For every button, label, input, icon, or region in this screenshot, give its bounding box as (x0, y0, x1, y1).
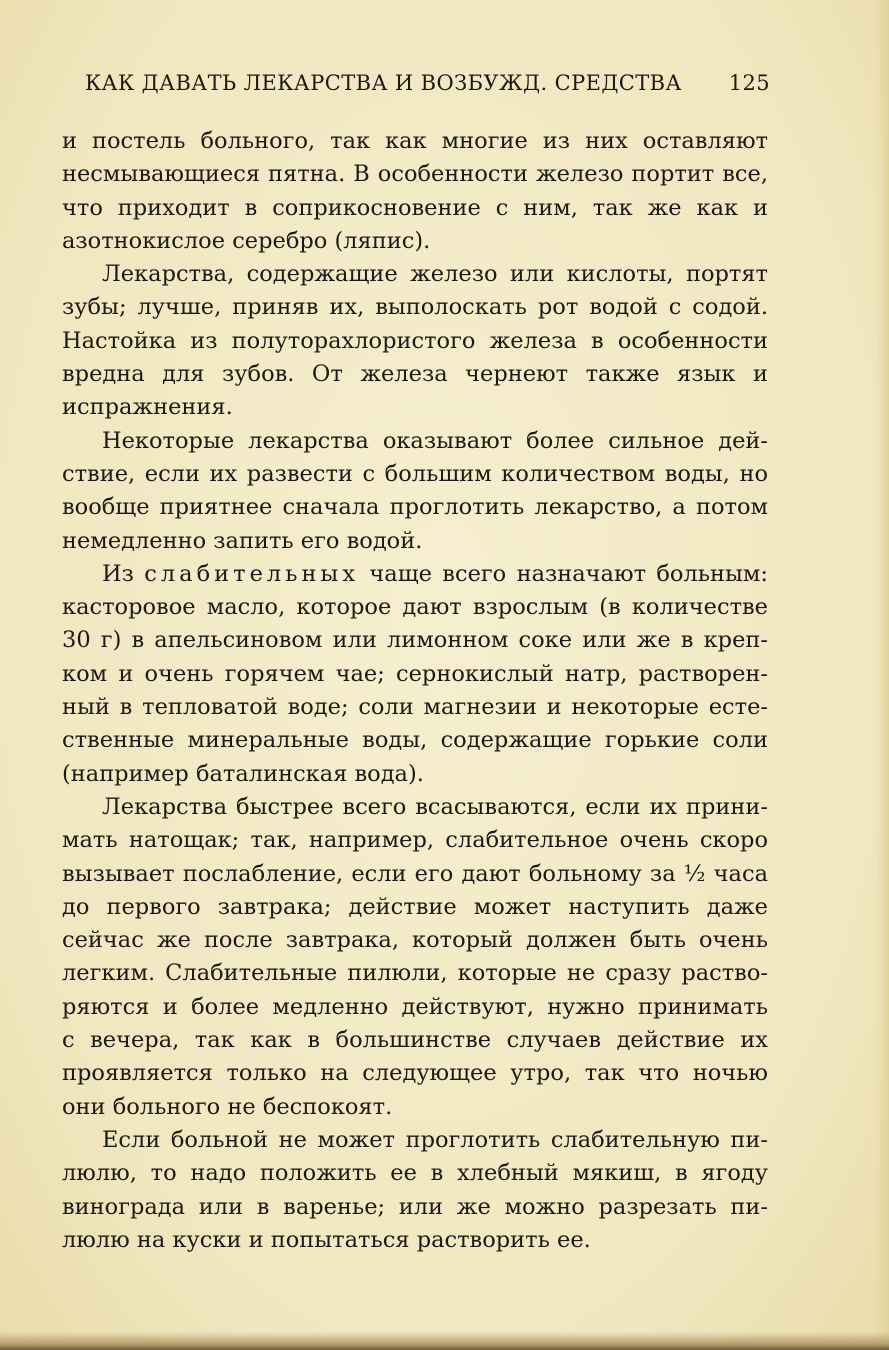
text-line: немедленно запить его водой. (62, 527, 423, 554)
text-line: Лекарства, содержащие железо или кислоты, портят (102, 261, 768, 288)
text-line: вообще приятнее сначала проглотить лекарство, а потом (62, 494, 768, 521)
line-prefix: Из (102, 560, 134, 587)
text-line: Настойка из полуторахлористого железа в особенности (62, 327, 768, 354)
text-line: испражнения. (62, 394, 233, 421)
text-line: ком и очень горячем чае; сернокислый натр, растворен- (62, 660, 768, 687)
page-number: 125 (728, 71, 770, 95)
text-line: ряются и более медленно действуют, нужно принимать (62, 993, 768, 1020)
text-line: ный в тепловатой воде; соли магнезии и некоторые есте- (62, 694, 768, 721)
paragraph-1 (62, 125, 768, 258)
paragraph-6 (62, 1124, 768, 1257)
paragraph-3 (62, 425, 768, 558)
text-line: касторовое масло, которое дают взрослым (в количестве (62, 594, 768, 621)
text-line: ствие, если их развести с большим количеством воды, но (62, 460, 768, 487)
text-line: что приходит в соприкосновение с ним, так же как и (62, 194, 768, 221)
text-line: они больного не беспокоят. (62, 1093, 393, 1120)
text-line: мать натощак; так, например, слабительное очень скоро (62, 827, 768, 854)
text-line: люлю, то надо положить ее в хлебный мякиш, в ягоду (62, 1160, 768, 1187)
text-line: ственные минеральные воды, содержащие горькие соли (62, 727, 768, 754)
text-line: до первого завтрака; действие может наступить даже (62, 893, 768, 920)
body-text (62, 125, 768, 1257)
text-line: вызывает послабление, если его дают больному за ½ часа (62, 860, 768, 887)
text-line: Лекарства быстрее всего всасываются, если их прини- (102, 793, 768, 820)
text-line: люлю на куски и попытаться растворить ее. (62, 1226, 591, 1253)
paragraph-4 (62, 558, 768, 791)
text-line: и постель больного, так как многие из них оставляют (62, 128, 768, 154)
text-line: винограда или в варенье; или же можно разрезать пи- (62, 1193, 768, 1220)
paragraph-5 (62, 791, 768, 1124)
text-line: легким. Слабительные пилюли, которые не сразу раство- (62, 960, 768, 987)
text-line: 30 г) в апельсиновом или лимонном соке или же в креп- (62, 627, 768, 654)
page-bottom-edge (0, 1332, 889, 1350)
running-head (85, 71, 770, 103)
text-line: (например баталинская вода). (62, 760, 424, 787)
running-title: КАК ДАВАТЬ ЛЕКАРСТВА И ВОЗБУЖД. СРЕДСТВА (85, 71, 682, 95)
text-line: проявляется только на следующее утро, так что ночью (62, 1060, 768, 1087)
text-line: Если больной не может проглотить слабительную пи- (102, 1126, 768, 1153)
text-line: Некоторые лекарства оказывают более сильное дей- (102, 427, 768, 454)
text-line: азотнокислое серебро (ляпис). (62, 227, 431, 254)
text-line: сейчас же после завтрака, который должен быть очень (62, 927, 768, 954)
text-line: вредна для зубов. От железа чернеют также язык и (62, 361, 768, 388)
page-edge-shadow (875, 0, 889, 1350)
text-line: зубы; лучше, приняв их, выполоскать рот водой с содой. (62, 294, 768, 321)
line-rest: чаще всего назначают больным: (369, 560, 768, 587)
text-line (62, 558, 768, 591)
paragraph-2 (62, 258, 768, 424)
spaced-term: слабительных (144, 560, 360, 587)
text-line: с вечера, так как в большинстве случаев действие их (62, 1027, 768, 1054)
text-line: несмывающиеся пятна. В особенности железо портит все, (62, 161, 768, 188)
